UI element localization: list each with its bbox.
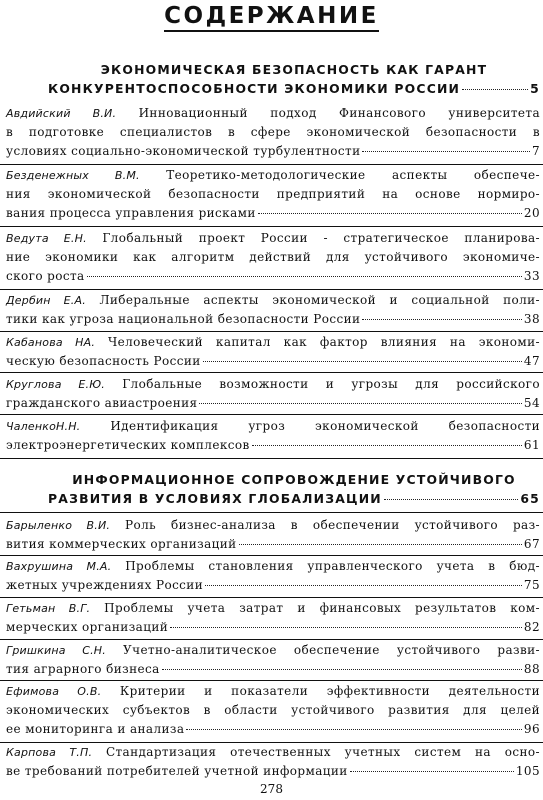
page-number: 96 — [523, 722, 540, 736]
toc-entry[interactable] — [6, 417, 540, 455]
toc-entry[interactable] — [6, 641, 540, 679]
entry-separator — [0, 331, 543, 332]
entry-title-line: условиях социально-экономической турбулентности — [6, 144, 361, 158]
entry-author: Кабанова НА. — [6, 336, 96, 349]
dot-leader — [350, 771, 514, 772]
entry-separator — [0, 458, 543, 459]
entry-author: Карпова Т.П. — [6, 746, 93, 759]
dot-leader — [186, 729, 522, 730]
footer-page-number: 278 — [260, 782, 283, 796]
toc-entry[interactable] — [6, 557, 540, 595]
page-number: 65 — [520, 491, 540, 506]
page-number: 88 — [523, 662, 540, 676]
entry-title-line: ского роста — [6, 269, 85, 283]
toc-entry[interactable] — [6, 291, 540, 329]
entry-title-line: вания процесса управления рисками — [6, 206, 256, 220]
entry-author: Круглова Е.Ю. — [6, 378, 105, 391]
entry-separator — [0, 226, 543, 227]
entry-title-line: Роль бизнес-анализа в обеспечении устойчивого раз- — [125, 518, 540, 532]
toc-entry[interactable] — [6, 516, 540, 554]
entry-title-line: ве требований потребителей учетной информации — [6, 764, 348, 778]
page-number: 7 — [531, 144, 540, 158]
dot-leader — [252, 445, 522, 446]
dot-leader — [462, 89, 528, 90]
entry-title-line: мерческих организаций — [6, 620, 169, 634]
entry-title-line: Стандартизация отечественных учетных систем на осно- — [105, 745, 540, 759]
page-number: 54 — [523, 396, 540, 410]
entry-author: Ведута Е.Н. — [6, 232, 87, 245]
entry-title-line: Глобальные возможности и угрозы для российского — [122, 377, 540, 391]
dot-leader — [199, 403, 521, 404]
toc-entry[interactable] — [6, 682, 540, 739]
entry-title-line: тики как угроза национальной безопасности России — [6, 312, 361, 326]
entry-title-line: электроэнергетических комплексов — [6, 438, 250, 452]
page-number: 33 — [523, 269, 540, 283]
entry-title-line: Инновационный подход Финансового университета — [138, 106, 541, 120]
dot-leader — [87, 276, 522, 277]
page-number: 61 — [523, 438, 540, 452]
entry-title-line: в подготовке специалистов в сфере экономической безопасности в — [6, 125, 540, 139]
entry-separator — [0, 639, 543, 640]
entry-separator — [0, 289, 543, 290]
toc-entry[interactable] — [6, 375, 540, 413]
page-number: 105 — [515, 764, 540, 778]
page-title: СОДЕРЖАНИЕ — [0, 2, 543, 30]
section-heading-line: ИНФОРМАЦИОННОЕ СОПРОВОЖДЕНИЕ УСТОЙЧИВОГО — [72, 472, 516, 487]
page-number: 82 — [523, 620, 540, 634]
toc-entry[interactable] — [6, 599, 540, 637]
dot-leader — [239, 544, 522, 545]
dot-leader — [203, 361, 522, 362]
entry-title-line: ческую безопасность России — [6, 354, 201, 368]
entry-author: Авдийский В.И. — [6, 107, 117, 120]
page-number: 20 — [523, 206, 540, 220]
entry-title-line: жетных учреждениях России — [6, 578, 204, 592]
entry-title-line: ее мониторинга и анализа — [6, 722, 185, 736]
entry-title-line: Теоретико-методологические аспекты обеспече- — [166, 168, 540, 182]
entry-title-line: гражданского авиастроения — [6, 396, 198, 410]
dot-leader — [384, 499, 518, 500]
entry-separator — [0, 555, 543, 556]
entry-author: Барыленко В.И. — [6, 519, 111, 532]
page-number: 5 — [530, 81, 540, 96]
entry-title-line: Человеческий капитал как фактор влияния на экономи- — [107, 335, 540, 349]
entry-author: Ефимова О.В. — [6, 685, 102, 698]
entry-author: Безденежных В.М. — [6, 169, 140, 182]
entry-title-line: ние экономики как алгоритм действий для устойчивого экономиче- — [6, 250, 540, 264]
entry-title-line: ния экономической безопасности предприятий на основе нормиро- — [6, 187, 540, 201]
toc-entry[interactable] — [6, 743, 540, 781]
entry-title-line: вития коммерческих организаций — [6, 537, 237, 551]
entry-separator — [0, 164, 543, 165]
page-number: 47 — [523, 354, 540, 368]
dot-leader — [162, 669, 522, 670]
toc-entry[interactable] — [6, 166, 540, 223]
entry-title-line: тия аграрного бизнеса — [6, 662, 160, 676]
entry-title-line: Проблемы учета затрат и финансовых результатов ком- — [104, 601, 540, 615]
entry-title-line: Идентификация угроз экономической безопасности — [110, 419, 540, 433]
page-number: 38 — [523, 312, 540, 326]
page-number: 75 — [523, 578, 540, 592]
entry-author: ЧаленкоН.Н. — [6, 420, 81, 433]
dot-leader — [205, 585, 522, 586]
entry-title-line: Глобальный проект России - стратегическое планирова- — [102, 231, 540, 245]
section-heading-line: КОНКУРЕНТОСПОСОБНОСТИ ЭКОНОМИКИ РОССИИ — [48, 81, 461, 96]
entry-title-line: Проблемы становления управленческого учета в бюд- — [125, 559, 540, 573]
entry-title-line: Учетно-аналитическое обеспечение устойчивого разви- — [123, 643, 541, 657]
section-heading — [48, 60, 540, 98]
entry-author: Вахрушина М.А. — [6, 560, 112, 573]
entry-author: Гетьман В.Г. — [6, 602, 91, 615]
entry-title-line: Либеральные аспекты экономической и социальной поли- — [99, 293, 540, 307]
dot-leader — [362, 151, 529, 152]
toc-entry[interactable] — [6, 333, 540, 371]
entry-author: Дербин Е.А. — [6, 294, 86, 307]
section-heading — [48, 470, 540, 508]
entry-separator — [0, 512, 543, 513]
entry-separator — [0, 414, 543, 415]
page-number: 67 — [523, 537, 540, 551]
toc-entry[interactable] — [6, 229, 540, 286]
section-heading-line: РАЗВИТИЯ В УСЛОВИЯХ ГЛОБАЛИЗАЦИИ — [48, 491, 382, 506]
section-heading-line: ЭКОНОМИЧЕСКАЯ БЕЗОПАСНОСТЬ КАК ГАРАНТ — [100, 62, 488, 77]
dot-leader — [170, 627, 522, 628]
entry-separator — [0, 372, 543, 373]
dot-leader — [362, 319, 522, 320]
toc-entry[interactable] — [6, 104, 540, 161]
entry-title-line: экономических субъектов в области устойчивого развития для целей — [6, 703, 540, 717]
entry-title-line: Критерии и показатели эффективности деятельности — [119, 684, 540, 698]
entry-author: Гришкина С.Н. — [6, 644, 106, 657]
entry-separator — [0, 680, 543, 681]
dot-leader — [258, 213, 522, 214]
entry-separator — [0, 597, 543, 598]
